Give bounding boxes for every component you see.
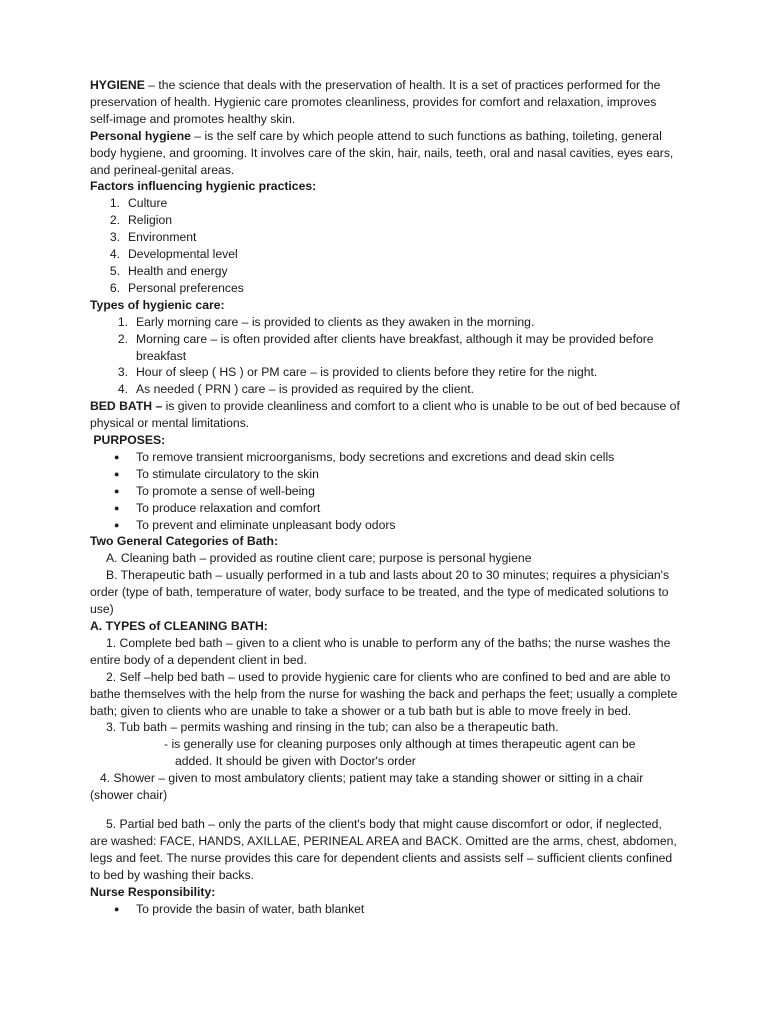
factors-heading: Factors influencing hygienic practices: — [90, 179, 317, 194]
bed-bath-term: BED BATH – — [90, 399, 163, 414]
cleaning-types-heading: A. TYPES of CLEANING BATH: — [90, 619, 268, 633]
category-b: B. Therapeutic bath – usually performed in a tub and lasts about 20 to 30 minutes; requires a physician's order (type of bath, temperature of water, body surface to be treated, and the type of medicated solutions to use) — [90, 568, 670, 617]
hygiene-paragraph — [90, 77, 680, 128]
bullet-icon: ● — [114, 485, 120, 496]
list-item: 3. Environment — [109, 230, 197, 245]
list-item: 5. Health and energy — [109, 263, 228, 278]
list-item: ● To prevent and eliminate unpleasant body odors — [114, 517, 396, 532]
list-item: 2. Morning care – is often provided after clients have breakfast, although it may be provided before breakfast — [117, 331, 654, 363]
bullet-icon: ● — [114, 903, 120, 914]
list-item: 1. Culture — [109, 196, 168, 211]
hygiene-definition: – the science that deals with the preservation of health. It is a set of practices performed for the preservation of health. Hygienic care promotes cleanliness, provides for comfort and relaxation, improves self-image and promotes healthy skin. — [90, 78, 661, 126]
types-care-list — [90, 314, 680, 399]
purposes-list — [90, 449, 680, 534]
cleaning-type-1: 1. Complete bed bath – given to a client who is unable to perform any of the baths; the nurse washes the entire body of a dependent client in bed. — [90, 635, 671, 667]
personal-hygiene-term: Personal hygiene — [90, 128, 191, 143]
list-item: ● To stimulate circulatory to the skin — [114, 466, 319, 481]
bed-bath-definition: is given to provide cleanliness and comfort to a client who is unable to be out of bed because of physical or mental limitations. — [90, 399, 680, 431]
list-item: 4. Developmental level — [109, 247, 238, 262]
list-item: 3. Hour of sleep ( HS ) or PM care – is provided to clients before they retire for the night. — [117, 365, 598, 380]
list-item: 1. Early morning care – is provided to clients as they awaken in the morning. — [117, 314, 535, 329]
types-care-heading: Types of hygienic care: — [90, 297, 225, 312]
list-item: ● To produce relaxation and comfort — [114, 500, 321, 515]
list-item: 6. Personal preferences — [109, 280, 244, 295]
cleaning-type-3-note: - is generally use for cleaning purposes only although at times therapeutic agent can be — [164, 737, 636, 752]
document-page — [90, 77, 680, 917]
nurse-heading: Nurse Responsibility: — [90, 884, 216, 899]
cleaning-type-4: 4. Shower – given to most ambulatory clients; patient may take a standing shower or sitting in a chair (shower chair) — [90, 771, 644, 803]
bed-bath-paragraph — [90, 398, 680, 432]
spacer — [90, 804, 680, 816]
hygiene-term: HYGIENE — [90, 78, 145, 92]
category-a: A. Cleaning bath – provided as routine client care; purpose is personal hygiene — [106, 551, 532, 566]
bullet-icon: ● — [114, 468, 120, 479]
cleaning-type-5: 5. Partial bed bath – only the parts of the client's body that might cause discomfort or odor, if neglected, are washed: FACE, HANDS, AXILLAE, PERINEAL AREA and BACK. Omitted are the arms, chest, abdomen, legs and feet. The nurse provides this care for dependent clients and assists self – sufficient clients confined to bed by washing their backs. — [90, 816, 677, 882]
factors-list — [90, 195, 680, 296]
purposes-heading: PURPOSES: — [90, 433, 166, 448]
nurse-list — [90, 901, 680, 918]
cleaning-type-3-note-cont: added. It should be given with Doctor's order — [175, 754, 416, 769]
list-item: 2. Religion — [109, 213, 173, 228]
cleaning-type-2: 2. Self –help bed bath – used to provide hygienic care for clients who are confined to bed and are able to bathe themselves with the help from the nurse for washing the back and perhaps the feet; usually a complete bath; given to clients who are unable to take a shower or a tub bath but is able to move freely in bed. — [90, 669, 678, 718]
list-item: ● To provide the basin of water, bath blanket — [114, 901, 365, 916]
personal-hygiene-paragraph — [90, 128, 680, 179]
bullet-icon: ● — [114, 502, 120, 513]
bullet-icon: ● — [114, 519, 120, 530]
categories-heading: Two General Categories of Bath: — [90, 534, 279, 549]
bullet-icon: ● — [114, 451, 120, 462]
list-item: ● To remove transient microorganisms, body secretions and excretions and dead skin cells — [114, 449, 615, 464]
list-item: ● To promote a sense of well-being — [114, 483, 315, 498]
cleaning-type-3: 3. Tub bath – permits washing and rinsing in the tub; can also be a therapeutic bath. — [106, 720, 559, 735]
list-item: 4. As needed ( PRN ) care – is provided as required by the client. — [117, 382, 475, 397]
personal-hygiene-definition: – is the self care by which people attend to such functions as bathing, toileting, general body hygiene, and grooming. It involves care of the skin, hair, nails, teeth, oral and nasal cavities, eyes ears, and perineal-genital areas. — [90, 128, 674, 177]
